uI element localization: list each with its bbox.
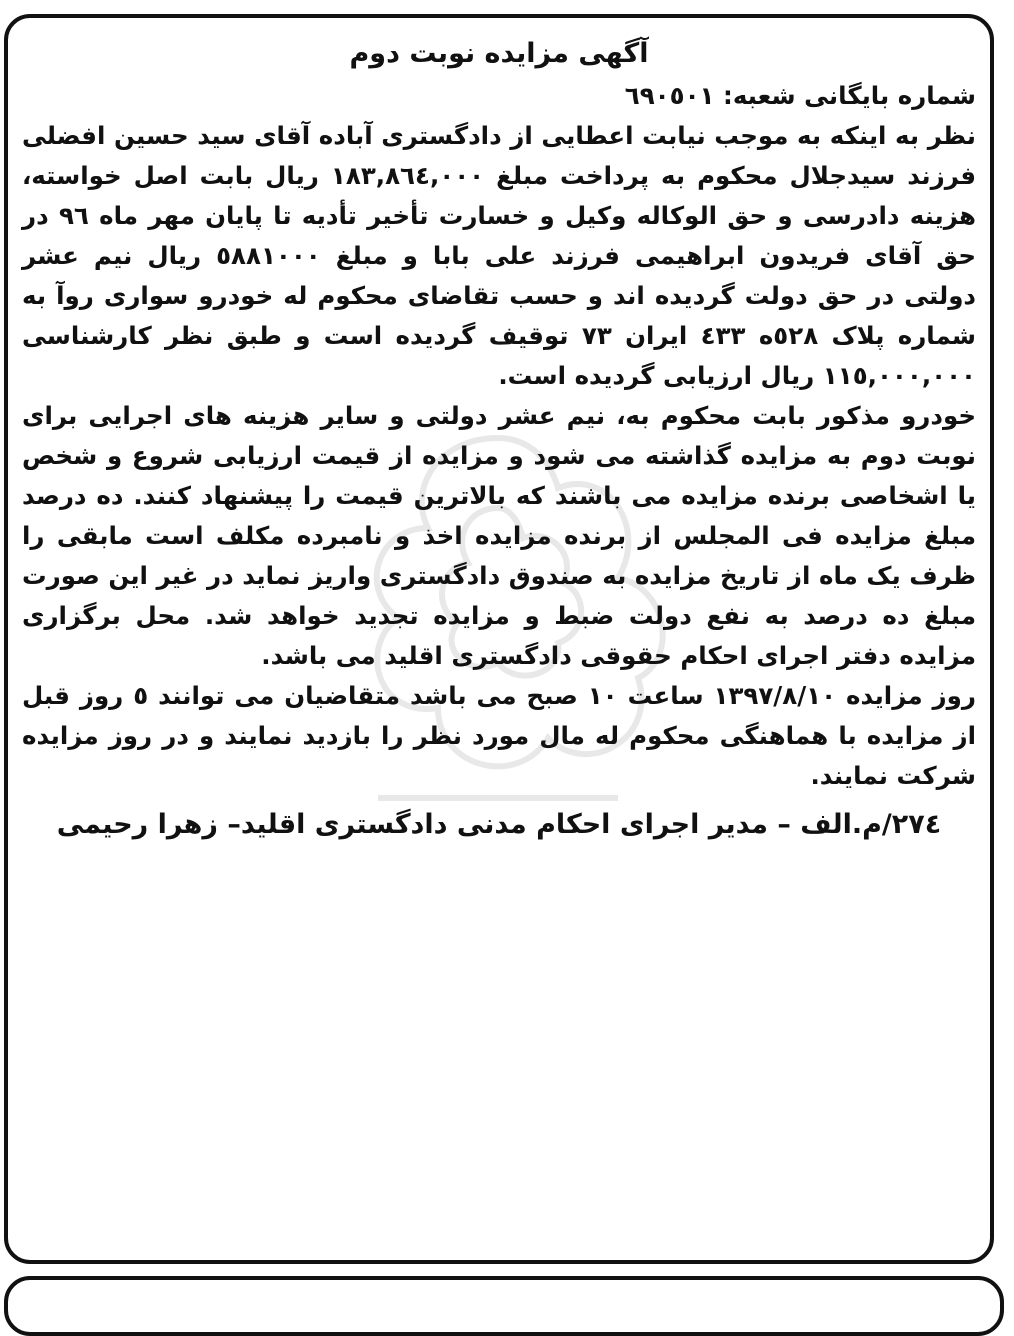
notice-title: آگهی مزایده نوبت دوم <box>349 38 649 69</box>
notice-paragraph-1: نظر به اینکه به موجب نیابت اعطایی از دادگستری آباده آقای سید حسین افضلی فرزند سیدجلال محکوم به پرداخت مبلغ ١٨٣,٨٦٤,٠٠٠ ریال بابت اصل خواسته، هزینه دادرسی و حق الوکاله وکیل و خسارت تأخیر تأدیه تا پایان مهر ماه ٩٦ در حق آقای فریدون ابراهیمی فرزند علی بابا و مبلغ ٥٨٨١٠٠٠ ریال نیم عشر دولتی در حق دولت گردیده اند و حسب تقاضای محکوم له خودرو سواری روآ به شماره پلاک ٥٢٨ه ٤٣٣ ایران ٧٣ توقیف گردیده است و طبق نظر کارشناسی ١١٥,٠٠٠,٠٠٠ ریال ارزیابی گردیده است. <box>22 121 977 390</box>
notice-content <box>22 32 976 846</box>
notice-signature: ٢٧٤/م.الف – مدیر اجرای احکام مدنی دادگستری اقلید– زهرا رحیمی <box>56 809 942 840</box>
notice-paragraph-3: روز مزایده ١٣٩٧/٨/١٠ ساعت ١٠ صبح می باشد متقاضیان می توانند ٥ روز قبل از مزایده با هماهنگی محکوم له مال مورد نظر را بازدید نمایند و در روز مزایده شرکت نمایند. <box>22 681 976 790</box>
notice-frame <box>4 14 994 1264</box>
notice-paragraph-2: خودرو مذکور بابت محکوم به، نیم عشر دولتی و سایر هزینه های اجرایی برای نوبت دوم به مزایده گذاشته می شود و مزایده از قیمت ارزیابی شروع و شخص یا اشخاصی برنده مزایده می باشند که بالاترین قیمت را پیشنهاد کنند. ده درصد مبلغ مزایده فی المجلس از برنده مزایده اخذ و نامبرده مکلف است مابقی را ظرف یک ماه از تاریخ مزایده به صندوق دادگستری واریز نماید در غیر این صورت مبلغ ده درصد به نفع دولت ضبط و مزایده تجدید خواهد شد. محل برگزاری مزایده دفتر اجرای احکام حقوقی دادگستری اقلید می باشد. <box>22 401 976 670</box>
next-notice-frame <box>4 1276 1004 1336</box>
archive-number: شماره بایگانی شعبه: ٦٩٠٥٠١ <box>624 81 976 110</box>
